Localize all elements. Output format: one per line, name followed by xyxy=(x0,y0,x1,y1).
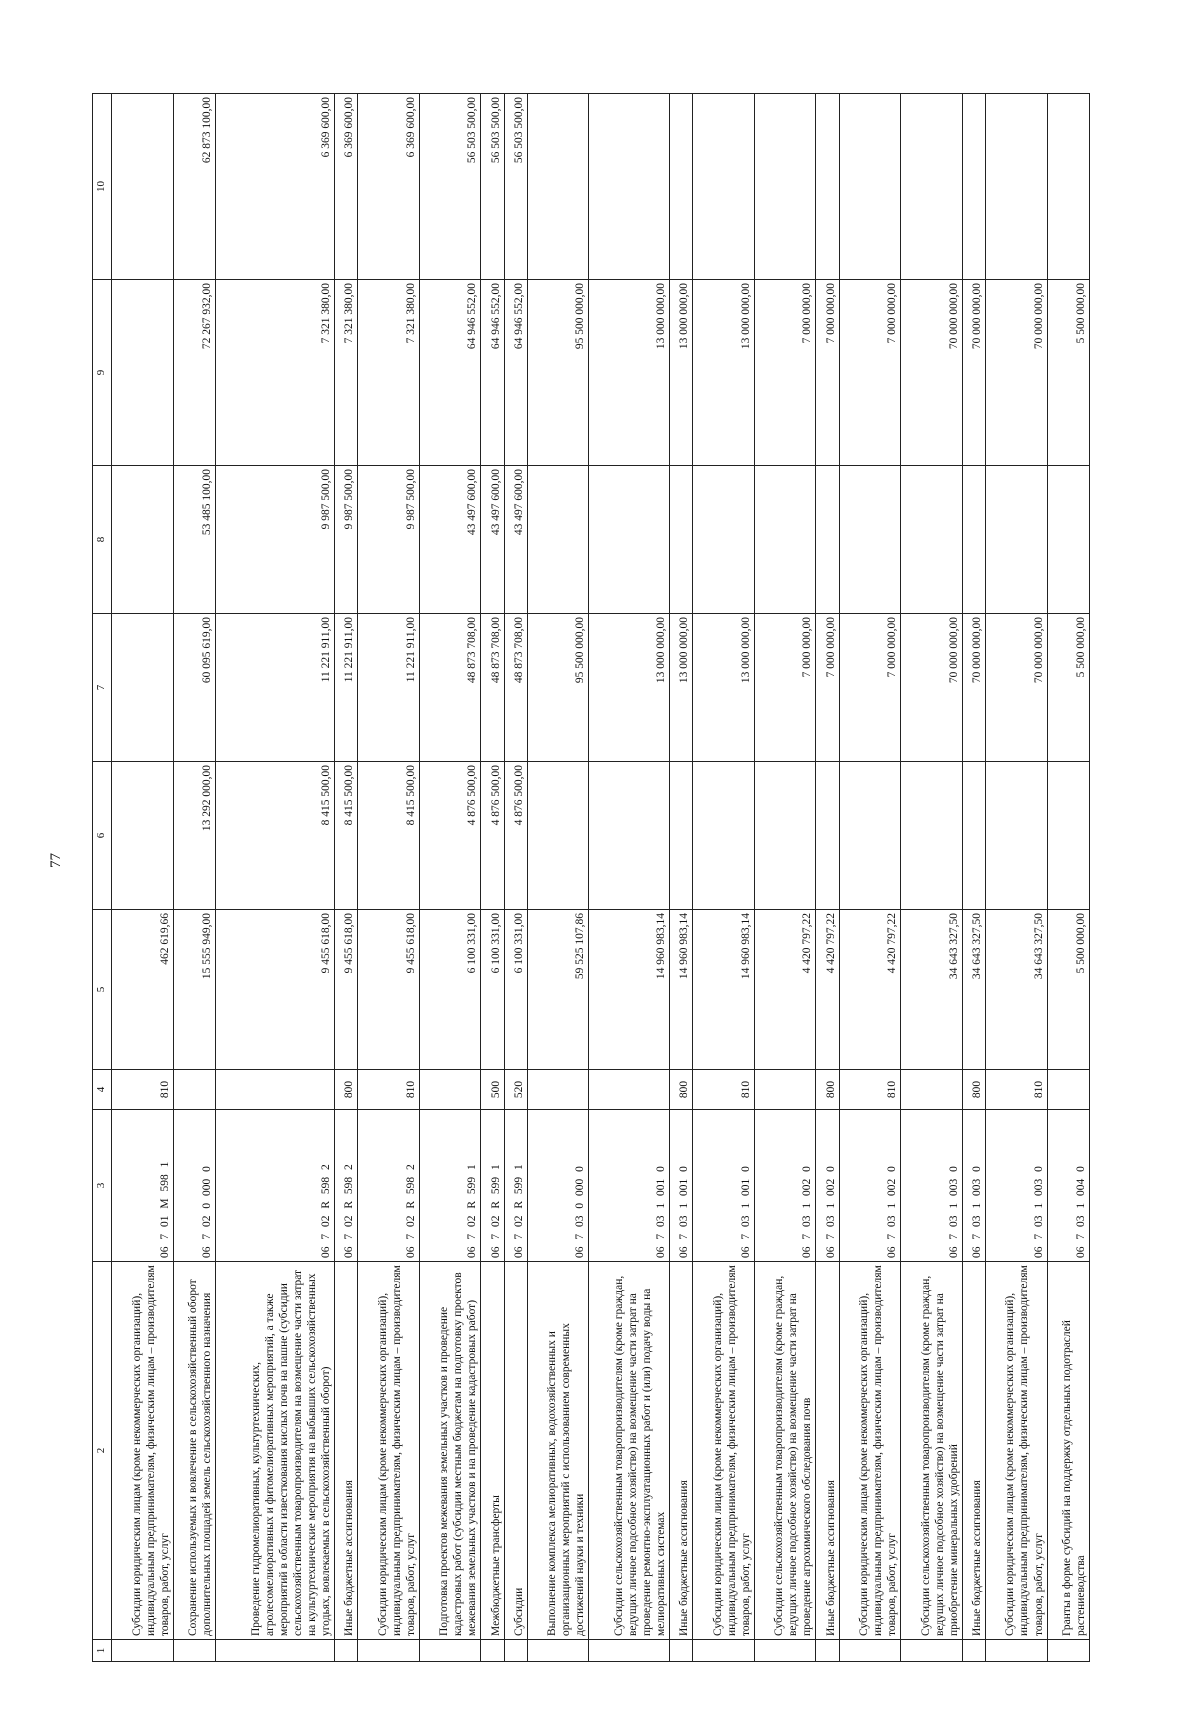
amount-col6-cell: 8 415 500,00 xyxy=(215,762,334,910)
amount-col8-cell xyxy=(754,466,816,614)
table-row xyxy=(754,94,816,1662)
amount-col6-cell xyxy=(693,762,755,910)
row-num-cell xyxy=(670,1640,693,1662)
amount-col5-cell: 34 643 327,50 xyxy=(901,910,963,1070)
item-name-cell: Сохранение используемых и вовлечение в сельскохозяйственный оборот дополнительных площадей земель сельскохозяйственного назначения xyxy=(173,1262,215,1640)
item-name-cell: Гранты в форме субсидий на поддержку отдельных подотраслей растениеводства xyxy=(1047,1262,1089,1640)
amount-col10-cell: 6 369 600,00 xyxy=(334,94,357,280)
amount-col8-cell: 9 987 500,00 xyxy=(334,466,357,614)
table-row xyxy=(985,94,1047,1662)
item-name-cell: Субсидии сельскохозяйственным товаропроизводителям (кроме граждан, ведущих личное подсобное хозяйство) на возмещение части затрат на проведение ремонтно-эксплуатационных работ и (или) подачу воды на мелиоративных системах xyxy=(589,1262,670,1640)
amount-col10-cell: 56 503 500,00 xyxy=(481,94,504,280)
amount-col5-cell: 9 455 618,00 xyxy=(334,910,357,1070)
table-row xyxy=(334,94,357,1662)
amount-col10-cell xyxy=(962,94,985,280)
row-num-cell xyxy=(504,1640,527,1662)
item-name-cell: Субсидии юридическим лицам (кроме некоммерческих организаций), индивидуальным предпринимателям, физическим лицам – производителям товаров, работ, услуг xyxy=(112,1262,174,1640)
amount-col6-cell xyxy=(962,762,985,910)
item-name-cell: Субсидии юридическим лицам (кроме некоммерческих организаций), индивидуальным предпринимателям, физическим лицам – производителям товаров, работ, услуг xyxy=(839,1262,901,1640)
amount-col10-cell xyxy=(1047,94,1089,280)
amount-col9-cell xyxy=(112,280,174,466)
amount-col8-cell: 9 987 500,00 xyxy=(215,466,334,614)
amount-col9-cell: 7 000 000,00 xyxy=(816,280,839,466)
col-header-7: 7 xyxy=(93,614,112,762)
table-row xyxy=(173,94,215,1662)
amount-col8-cell: 53 485 100,00 xyxy=(173,466,215,614)
amount-col5-cell: 9 455 618,00 xyxy=(358,910,420,1070)
row-num-cell xyxy=(754,1640,816,1662)
budget-code-cell: 06 7 03 1 002 0 xyxy=(754,1110,816,1262)
row-num-cell xyxy=(962,1640,985,1662)
expense-type-cell: 520 xyxy=(504,1070,527,1110)
table-row xyxy=(962,94,985,1662)
budget-code-cell: 06 7 03 1 001 0 xyxy=(670,1110,693,1262)
amount-col6-cell: 4 876 500,00 xyxy=(481,762,504,910)
amount-col10-cell xyxy=(839,94,901,280)
expense-type-cell: 810 xyxy=(358,1070,420,1110)
amount-col6-cell xyxy=(816,762,839,910)
amount-col8-cell: 43 497 600,00 xyxy=(481,466,504,614)
budget-code-cell: 06 7 03 1 004 0 xyxy=(1047,1110,1089,1262)
col-header-2: 2 xyxy=(93,1262,112,1640)
amount-col5-cell: 6 100 331,00 xyxy=(419,910,481,1070)
table-row xyxy=(839,94,901,1662)
budget-code-cell: 06 7 03 0 000 0 xyxy=(527,1110,589,1262)
amount-col9-cell: 70 000 000,00 xyxy=(962,280,985,466)
amount-col7-cell: 7 000 000,00 xyxy=(839,614,901,762)
amount-col8-cell: 43 497 600,00 xyxy=(419,466,481,614)
amount-col9-cell: 7 321 380,00 xyxy=(215,280,334,466)
col-header-9: 9 xyxy=(93,280,112,466)
amount-col8-cell xyxy=(589,466,670,614)
item-name-cell: Субсидии юридическим лицам (кроме некоммерческих организаций), индивидуальным предпринимателям, физическим лицам – производителям товаров, работ, услуг xyxy=(985,1262,1047,1640)
amount-col7-cell: 95 500 000,00 xyxy=(527,614,589,762)
amount-col7-cell: 7 000 000,00 xyxy=(816,614,839,762)
expense-type-cell: 800 xyxy=(670,1070,693,1110)
amount-col5-cell: 59 525 107,86 xyxy=(527,910,589,1070)
amount-col10-cell xyxy=(901,94,963,280)
amount-col7-cell: 13 000 000,00 xyxy=(670,614,693,762)
amount-col8-cell xyxy=(985,466,1047,614)
budget-code-cell: 06 7 03 1 003 0 xyxy=(985,1110,1047,1262)
amount-col8-cell xyxy=(839,466,901,614)
item-name-cell: Субсидии юридическим лицам (кроме некоммерческих организаций), индивидуальным предпринимателям, физическим лицам – производителям товаров, работ, услуг xyxy=(693,1262,755,1640)
item-name-cell: Иные бюджетные ассигнования xyxy=(670,1262,693,1640)
amount-col6-cell xyxy=(985,762,1047,910)
row-num-cell xyxy=(358,1640,420,1662)
col-header-8: 8 xyxy=(93,466,112,614)
expense-type-cell: 800 xyxy=(962,1070,985,1110)
expense-type-cell xyxy=(419,1070,481,1110)
amount-col9-cell: 7 000 000,00 xyxy=(839,280,901,466)
amount-col8-cell xyxy=(527,466,589,614)
item-name-cell: Субсидии xyxy=(504,1262,527,1640)
amount-col5-cell: 5 500 000,00 xyxy=(1047,910,1089,1070)
col-header-5: 5 xyxy=(93,910,112,1070)
budget-code-cell: 06 7 02 R 599 1 xyxy=(481,1110,504,1262)
amount-col6-cell xyxy=(839,762,901,910)
amount-col6-cell: 13 292 000,00 xyxy=(173,762,215,910)
amount-col10-cell xyxy=(816,94,839,280)
row-num-cell xyxy=(334,1640,357,1662)
item-name-cell: Межбюджетные трансферты xyxy=(481,1262,504,1640)
col-header-1: 1 xyxy=(93,1640,112,1662)
budget-code-cell: 06 7 02 R 598 2 xyxy=(215,1110,334,1262)
amount-col6-cell: 4 876 500,00 xyxy=(419,762,481,910)
table-row xyxy=(1047,94,1089,1662)
amount-col7-cell: 11 221 911,00 xyxy=(334,614,357,762)
expense-type-cell: 800 xyxy=(816,1070,839,1110)
amount-col8-cell xyxy=(112,466,174,614)
row-num-cell xyxy=(112,1640,174,1662)
expense-type-cell: 810 xyxy=(839,1070,901,1110)
amount-col8-cell xyxy=(693,466,755,614)
row-num-cell xyxy=(589,1640,670,1662)
amount-col9-cell: 7 321 380,00 xyxy=(358,280,420,466)
expense-type-cell xyxy=(215,1070,334,1110)
table-row xyxy=(112,94,174,1662)
amount-col9-cell: 95 500 000,00 xyxy=(527,280,589,466)
expense-type-cell: 810 xyxy=(112,1070,174,1110)
amount-col9-cell: 64 946 552,00 xyxy=(419,280,481,466)
amount-col9-cell: 13 000 000,00 xyxy=(670,280,693,466)
amount-col8-cell xyxy=(1047,466,1089,614)
amount-col7-cell: 60 095 619,00 xyxy=(173,614,215,762)
row-num-cell xyxy=(985,1640,1047,1662)
amount-col5-cell: 4 420 797,22 xyxy=(754,910,816,1070)
amount-col5-cell: 4 420 797,22 xyxy=(839,910,901,1070)
table-row xyxy=(504,94,527,1662)
table-row xyxy=(589,94,670,1662)
expense-type-cell xyxy=(589,1070,670,1110)
expense-type-cell: 810 xyxy=(985,1070,1047,1110)
amount-col10-cell xyxy=(527,94,589,280)
amount-col7-cell: 13 000 000,00 xyxy=(693,614,755,762)
amount-col6-cell xyxy=(901,762,963,910)
amount-col6-cell xyxy=(670,762,693,910)
table-row xyxy=(527,94,589,1662)
amount-col10-cell: 62 873 100,00 xyxy=(173,94,215,280)
row-num-cell xyxy=(816,1640,839,1662)
amount-col8-cell xyxy=(816,466,839,614)
amount-col8-cell: 43 497 600,00 xyxy=(504,466,527,614)
amount-col9-cell: 64 946 552,00 xyxy=(481,280,504,466)
amount-col10-cell: 56 503 500,00 xyxy=(419,94,481,280)
amount-col6-cell xyxy=(1047,762,1089,910)
item-name-cell: Иные бюджетные ассигнования xyxy=(334,1262,357,1640)
amount-col5-cell: 4 420 797,22 xyxy=(816,910,839,1070)
col-header-6: 6 xyxy=(93,762,112,910)
amount-col7-cell: 70 000 000,00 xyxy=(901,614,963,762)
amount-col7-cell: 70 000 000,00 xyxy=(962,614,985,762)
table-row xyxy=(670,94,693,1662)
budget-code-cell: 06 7 02 R 598 2 xyxy=(358,1110,420,1262)
col-header-3: 3 xyxy=(93,1110,112,1262)
amount-col10-cell xyxy=(985,94,1047,280)
amount-col5-cell: 15 555 949,00 xyxy=(173,910,215,1070)
row-num-cell xyxy=(419,1640,481,1662)
budget-code-cell: 06 7 02 R 599 1 xyxy=(504,1110,527,1262)
expense-type-cell xyxy=(754,1070,816,1110)
budget-code-cell: 06 7 03 1 001 0 xyxy=(693,1110,755,1262)
amount-col5-cell: 14 960 983,14 xyxy=(589,910,670,1070)
item-name-cell: Субсидии сельскохозяйственным товаропроизводителям (кроме граждан, ведущих личное подсобное хозяйство) на возмещение части затрат на приобретение минеральных удобрений xyxy=(901,1262,963,1640)
budget-code-cell: 06 7 02 R 598 2 xyxy=(334,1110,357,1262)
expense-type-cell: 500 xyxy=(481,1070,504,1110)
amount-col7-cell: 13 000 000,00 xyxy=(589,614,670,762)
amount-col10-cell xyxy=(693,94,755,280)
budget-code-cell: 06 7 03 1 003 0 xyxy=(901,1110,963,1262)
item-name-cell: Субсидии юридическим лицам (кроме некоммерческих организаций), индивидуальным предпринимателям, физическим лицам – производителям товаров, работ, услуг xyxy=(358,1262,420,1640)
amount-col10-cell: 56 503 500,00 xyxy=(504,94,527,280)
expense-type-cell: 800 xyxy=(334,1070,357,1110)
amount-col5-cell: 14 960 983,14 xyxy=(693,910,755,1070)
row-num-cell xyxy=(839,1640,901,1662)
table-row xyxy=(358,94,420,1662)
budget-code-cell: 06 7 02 0 000 0 xyxy=(173,1110,215,1262)
amount-col9-cell: 5 500 000,00 xyxy=(1047,280,1089,466)
amount-col5-cell: 14 960 983,14 xyxy=(670,910,693,1070)
table-row xyxy=(215,94,334,1662)
amount-col6-cell xyxy=(589,762,670,910)
amount-col7-cell: 7 000 000,00 xyxy=(754,614,816,762)
amount-col5-cell: 6 100 331,00 xyxy=(504,910,527,1070)
row-num-cell xyxy=(527,1640,589,1662)
expense-type-cell xyxy=(901,1070,963,1110)
row-num-cell xyxy=(693,1640,755,1662)
amount-col9-cell: 72 267 932,00 xyxy=(173,280,215,466)
budget-code-cell: 06 7 03 1 002 0 xyxy=(816,1110,839,1262)
expense-type-cell xyxy=(173,1070,215,1110)
amount-col6-cell xyxy=(112,762,174,910)
col-header-10: 10 xyxy=(93,94,112,280)
amount-col10-cell: 6 369 600,00 xyxy=(215,94,334,280)
column-number-row xyxy=(93,94,112,1662)
amount-col10-cell xyxy=(589,94,670,280)
amount-col8-cell xyxy=(962,466,985,614)
item-name-cell: Иные бюджетные ассигнования xyxy=(962,1262,985,1640)
table-body xyxy=(93,94,1090,1662)
item-name-cell: Иные бюджетные ассигнования xyxy=(816,1262,839,1640)
amount-col5-cell: 6 100 331,00 xyxy=(481,910,504,1070)
budget-table xyxy=(92,93,1090,1662)
table-row xyxy=(816,94,839,1662)
amount-col5-cell: 462 619,66 xyxy=(112,910,174,1070)
amount-col7-cell: 11 221 911,00 xyxy=(358,614,420,762)
amount-col6-cell: 8 415 500,00 xyxy=(358,762,420,910)
row-num-cell xyxy=(901,1640,963,1662)
table-row xyxy=(693,94,755,1662)
item-name-cell: Субсидии сельскохозяйственным товаропроизводителям (кроме граждан, ведущих личное подсобное хозяйство) на возмещение части затрат на проведение агрохимического обследования почв xyxy=(754,1262,816,1640)
row-num-cell xyxy=(481,1640,504,1662)
budget-code-cell: 06 7 02 R 599 1 xyxy=(419,1110,481,1262)
amount-col9-cell: 13 000 000,00 xyxy=(589,280,670,466)
amount-col9-cell: 7 321 380,00 xyxy=(334,280,357,466)
amount-col8-cell xyxy=(901,466,963,614)
amount-col8-cell xyxy=(670,466,693,614)
expense-type-cell: 810 xyxy=(693,1070,755,1110)
amount-col7-cell: 48 873 708,00 xyxy=(504,614,527,762)
amount-col7-cell: 70 000 000,00 xyxy=(985,614,1047,762)
row-num-cell xyxy=(1047,1640,1089,1662)
amount-col10-cell xyxy=(754,94,816,280)
amount-col6-cell: 4 876 500,00 xyxy=(504,762,527,910)
table-row xyxy=(901,94,963,1662)
amount-col10-cell: 6 369 600,00 xyxy=(358,94,420,280)
budget-code-cell: 06 7 03 1 001 0 xyxy=(589,1110,670,1262)
row-num-cell xyxy=(173,1640,215,1662)
item-name-cell: Выполнение комплекса мелиоративных, водохозяйственных и организационных мероприятий с использованием современных достижений науки и техники xyxy=(527,1262,589,1640)
amount-col7-cell xyxy=(112,614,174,762)
amount-col7-cell: 11 221 911,00 xyxy=(215,614,334,762)
amount-col9-cell: 70 000 000,00 xyxy=(985,280,1047,466)
row-num-cell xyxy=(215,1640,334,1662)
budget-table-sheet xyxy=(92,94,1090,1662)
amount-col9-cell: 70 000 000,00 xyxy=(901,280,963,466)
table-row xyxy=(481,94,504,1662)
amount-col7-cell: 5 500 000,00 xyxy=(1047,614,1089,762)
amount-col9-cell: 64 946 552,00 xyxy=(504,280,527,466)
amount-col9-cell: 7 000 000,00 xyxy=(754,280,816,466)
amount-col9-cell: 13 000 000,00 xyxy=(693,280,755,466)
amount-col7-cell: 48 873 708,00 xyxy=(419,614,481,762)
budget-code-cell: 06 7 01 M 598 1 xyxy=(112,1110,174,1262)
amount-col6-cell xyxy=(754,762,816,910)
budget-code-cell: 06 7 03 1 002 0 xyxy=(839,1110,901,1262)
budget-code-cell: 06 7 03 1 003 0 xyxy=(962,1110,985,1262)
item-name-cell: Проведение гидромелиоративных, культуртехнических, агролесомелиоративных и фитомелиоративных мероприятий, а также мероприятий в области известкования кислых почв на пашне (субсидии сельскохозяйственным товаропроизводителям на возмещение части затрат на культуртехнические мероприятия на выбывших сельскохозяйственных угодьях, вовлекаемых в сельскохозяйственный оборот) xyxy=(215,1262,334,1640)
amount-col5-cell: 34 643 327,50 xyxy=(985,910,1047,1070)
amount-col8-cell: 9 987 500,00 xyxy=(358,466,420,614)
expense-type-cell xyxy=(1047,1070,1089,1110)
amount-col6-cell: 8 415 500,00 xyxy=(334,762,357,910)
page-number: 77 xyxy=(48,853,64,868)
col-header-4: 4 xyxy=(93,1070,112,1110)
item-name-cell: Подготовка проектов межевания земельных участков и проведение кадастровых работ (субсидии местным бюджетам на подготовку проектов межевания земельных участков и на проведение кадастровых работ) xyxy=(419,1262,481,1640)
amount-col6-cell xyxy=(527,762,589,910)
expense-type-cell xyxy=(527,1070,589,1110)
amount-col5-cell: 9 455 618,00 xyxy=(215,910,334,1070)
table-row xyxy=(419,94,481,1662)
amount-col10-cell xyxy=(112,94,174,280)
amount-col5-cell: 34 643 327,50 xyxy=(962,910,985,1070)
amount-col10-cell xyxy=(670,94,693,280)
amount-col7-cell: 48 873 708,00 xyxy=(481,614,504,762)
